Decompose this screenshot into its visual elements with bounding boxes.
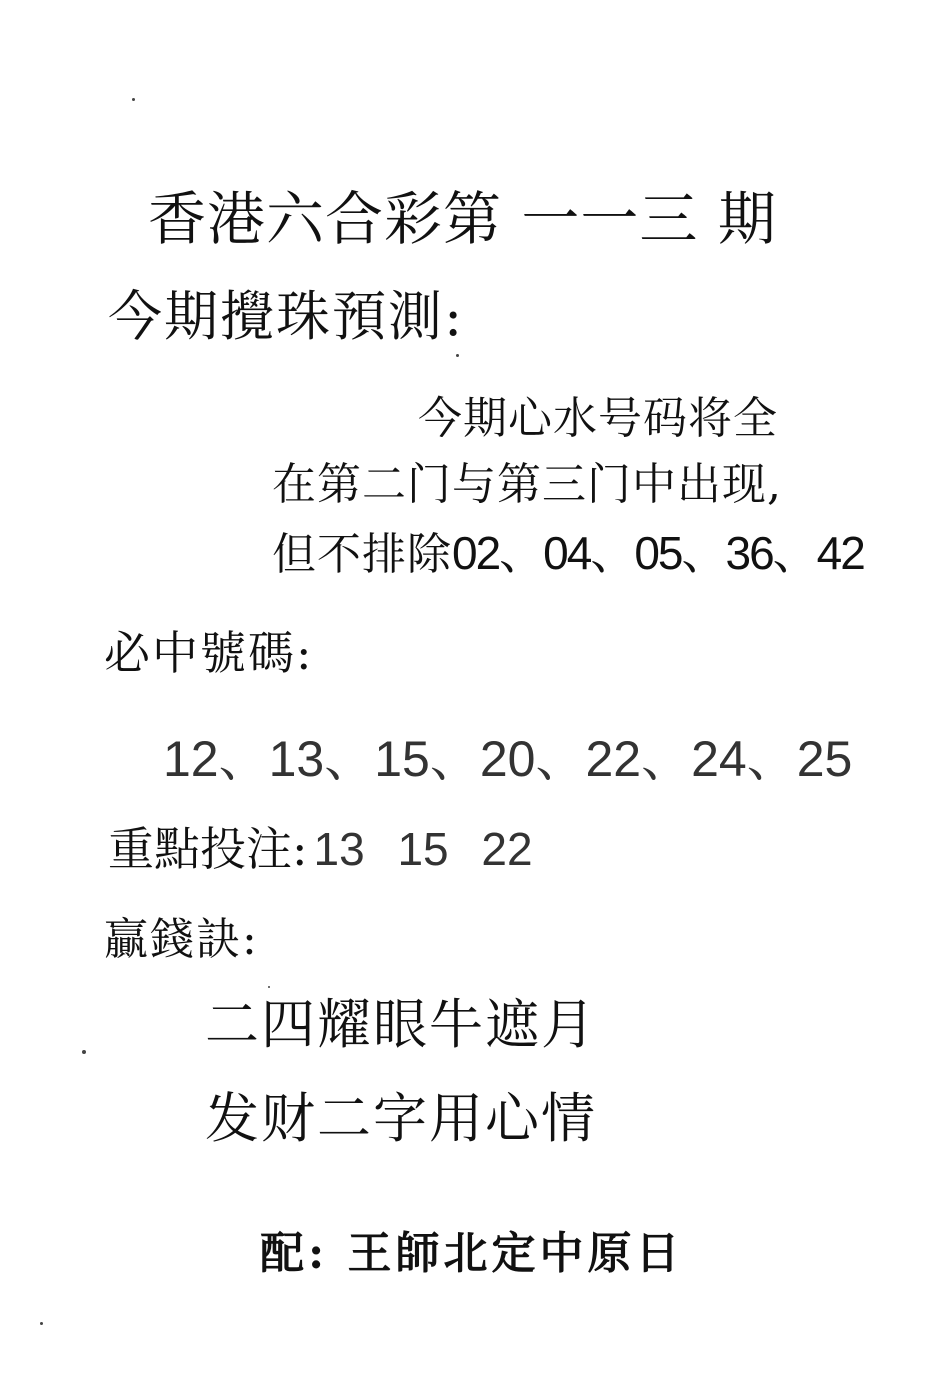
must-win-numbers: 12、13、15、20、22、24、25 [163, 731, 853, 787]
prediction-line-2: 在第二门与第三门中出现, [272, 459, 782, 510]
key-bet-heading: 重點投注: [108, 822, 308, 876]
exclusion-numbers: 02、04、05、36、42 [452, 527, 864, 579]
exclusion-prefix: 但不排除 [272, 529, 452, 580]
prediction-exclusion-line [272, 527, 864, 580]
prediction-heading: 今期攪珠預測: [108, 285, 465, 348]
footer-signature: 配: 王師北定中原日 [260, 1228, 684, 1279]
winning-verse-line-2: 发财二字用心情 [205, 1087, 597, 1150]
key-bet-line [108, 822, 533, 876]
scan-speck [82, 1050, 86, 1054]
scan-speck [132, 98, 135, 101]
scan-speck [40, 1322, 43, 1325]
key-bet-numbers: 13 15 22 [313, 823, 533, 875]
winning-verse-heading: 贏錢訣: [104, 914, 259, 965]
page-title: 香港六合彩第 一一三 期 [148, 185, 777, 253]
winning-verse-line-1: 二四耀眼牛遮月 [205, 993, 597, 1056]
must-win-heading: 必中號碼: [104, 626, 314, 680]
scan-speck [456, 354, 459, 357]
scan-speck [268, 986, 270, 988]
prediction-line-1: 今期心水号码将全 [418, 393, 778, 444]
